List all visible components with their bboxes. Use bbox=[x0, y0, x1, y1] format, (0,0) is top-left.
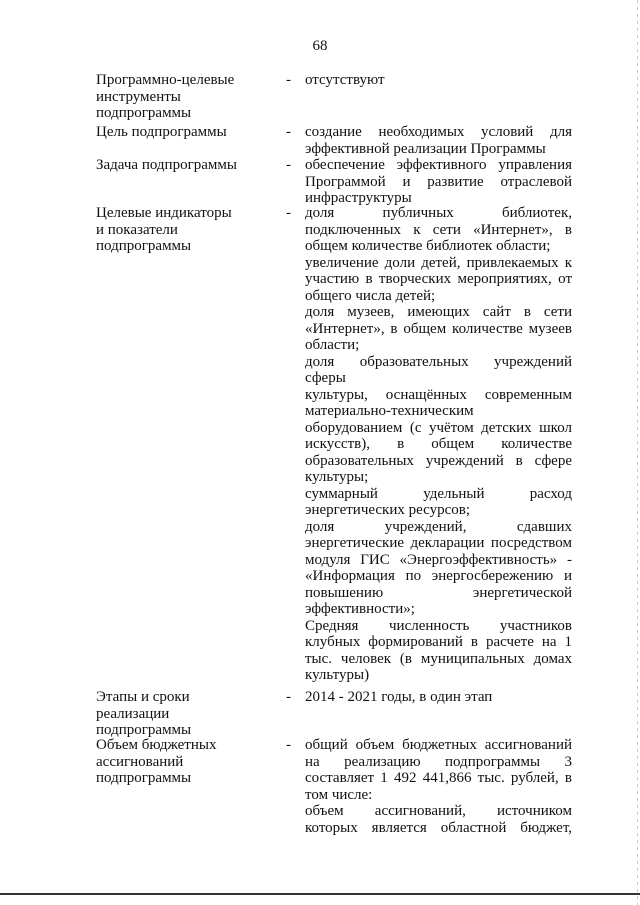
row-content bbox=[305, 737, 572, 836]
row-content-line: Средняя численность участников bbox=[305, 617, 572, 634]
row-label-line: Этапы и сроки bbox=[96, 689, 190, 705]
row-content-line: обеспечение эффективного управления bbox=[305, 157, 572, 173]
row-content-line: которых является областной бюджет, bbox=[305, 819, 572, 836]
row-content bbox=[305, 689, 572, 706]
row-label-line: Цель подпрограммы bbox=[96, 124, 227, 140]
row-content-line: общем количестве библиотек области; bbox=[305, 238, 551, 254]
page-number: 68 bbox=[312, 38, 328, 54]
row-content-line: энергетических ресурсов; bbox=[305, 502, 471, 518]
row-label-line: Задача подпрограммы bbox=[96, 157, 237, 173]
row-label-line: подпрограммы bbox=[96, 238, 192, 254]
row-content-line: увеличение доли детей, привлекаемых к bbox=[305, 254, 572, 271]
row-content-line: Программой и развитие отраслевой bbox=[305, 173, 572, 190]
row-content-line: культуры; bbox=[305, 469, 369, 485]
row-content-line: «Интернет», в общем количестве музеев bbox=[305, 320, 572, 337]
row-content bbox=[305, 72, 572, 89]
row-content-line: доля образовательных учреждений сферы bbox=[305, 353, 572, 386]
row-content-line: том числе: bbox=[305, 786, 373, 803]
row-content-line: на реализацию подпрограммы 3 bbox=[305, 753, 572, 770]
row-dash: - bbox=[286, 157, 291, 173]
row-content-line: культуры) bbox=[305, 667, 370, 683]
row-label-line: реализации bbox=[96, 705, 170, 722]
row-content-line: суммарный удельный расход bbox=[305, 485, 572, 502]
row-content-line: энергетические декларации посредством bbox=[305, 535, 572, 551]
row-content-line: модуля ГИС «Энергоэффективность» - bbox=[305, 551, 572, 568]
row-label-line: Целевые индикаторы bbox=[96, 205, 232, 221]
row-content bbox=[305, 205, 572, 684]
row-content-line: доля публичных библиотек, bbox=[305, 205, 572, 221]
row-content-line: участию в творческих мероприятиях, от bbox=[305, 271, 572, 287]
row-content-line: эффективной реализации Программы bbox=[305, 140, 546, 157]
row-content-line: образовательных учреждений в сфере bbox=[305, 452, 572, 469]
row-content-line: клубных формирований в расчете на 1 bbox=[305, 634, 572, 650]
row-dash: - bbox=[286, 72, 291, 88]
row-label bbox=[96, 205, 271, 255]
row-content-line: общего числа детей; bbox=[305, 287, 436, 304]
row-dash: - bbox=[286, 205, 291, 221]
row-label bbox=[96, 157, 271, 174]
row-content-line: подключенных к сети «Интернет», в bbox=[305, 221, 572, 238]
row-content-line: искусств), в общем количестве bbox=[305, 436, 572, 452]
row-content-line: объем ассигнований, источником bbox=[305, 803, 572, 819]
bottom-scan-border bbox=[0, 893, 640, 895]
row-content-line: доля учреждений, сдавших bbox=[305, 518, 572, 535]
row-label-line: подпрограммы bbox=[96, 770, 192, 786]
row-content-line: области; bbox=[305, 337, 360, 353]
row-content-line: инфраструктуры bbox=[305, 190, 412, 206]
row-dash: - bbox=[286, 689, 291, 705]
row-content-line: составляет 1 492 441,866 тыс. рублей, в bbox=[305, 770, 572, 786]
row-dash: - bbox=[286, 737, 291, 753]
row-content-line: эффективности»; bbox=[305, 601, 415, 617]
row-label-line: ассигнований bbox=[96, 753, 184, 770]
row-content-line: «Информация по энергосбережению и bbox=[305, 568, 572, 584]
row-label bbox=[96, 737, 271, 787]
row-content bbox=[305, 157, 572, 207]
row-content bbox=[305, 124, 572, 157]
row-content-line: доля музеев, имеющих сайт в сети bbox=[305, 304, 572, 320]
row-content-line: повышению энергетической bbox=[305, 584, 572, 601]
row-content-line: 2014 - 2021 годы, в один этап bbox=[305, 689, 493, 705]
row-content-line: материально-техническим bbox=[305, 403, 474, 419]
row-dash: - bbox=[286, 124, 291, 140]
row-label bbox=[96, 124, 271, 141]
row-content-line: создание необходимых условий для bbox=[305, 124, 572, 140]
row-label-line: Программно-целевые bbox=[96, 72, 235, 88]
row-content-line: отсутствуют bbox=[305, 72, 385, 88]
row-label-line: Объем бюджетных bbox=[96, 737, 217, 753]
row-content-line: общий объем бюджетных ассигнований bbox=[305, 737, 572, 753]
row-label-line: подпрограммы bbox=[96, 105, 192, 121]
row-label-line: инструменты bbox=[96, 88, 181, 105]
row-label-line: подпрограммы bbox=[96, 722, 192, 738]
row-label bbox=[96, 689, 271, 739]
row-label bbox=[96, 72, 271, 122]
row-content-line: оборудованием (с учётом детских школ bbox=[305, 419, 572, 436]
scan-edge-artifact bbox=[637, 0, 638, 905]
row-content-line: тыс. человек (в муниципальных домах bbox=[305, 650, 572, 667]
row-content-line: культуры, оснащённых современным bbox=[305, 386, 572, 403]
row-label-line: и показатели bbox=[96, 221, 178, 238]
